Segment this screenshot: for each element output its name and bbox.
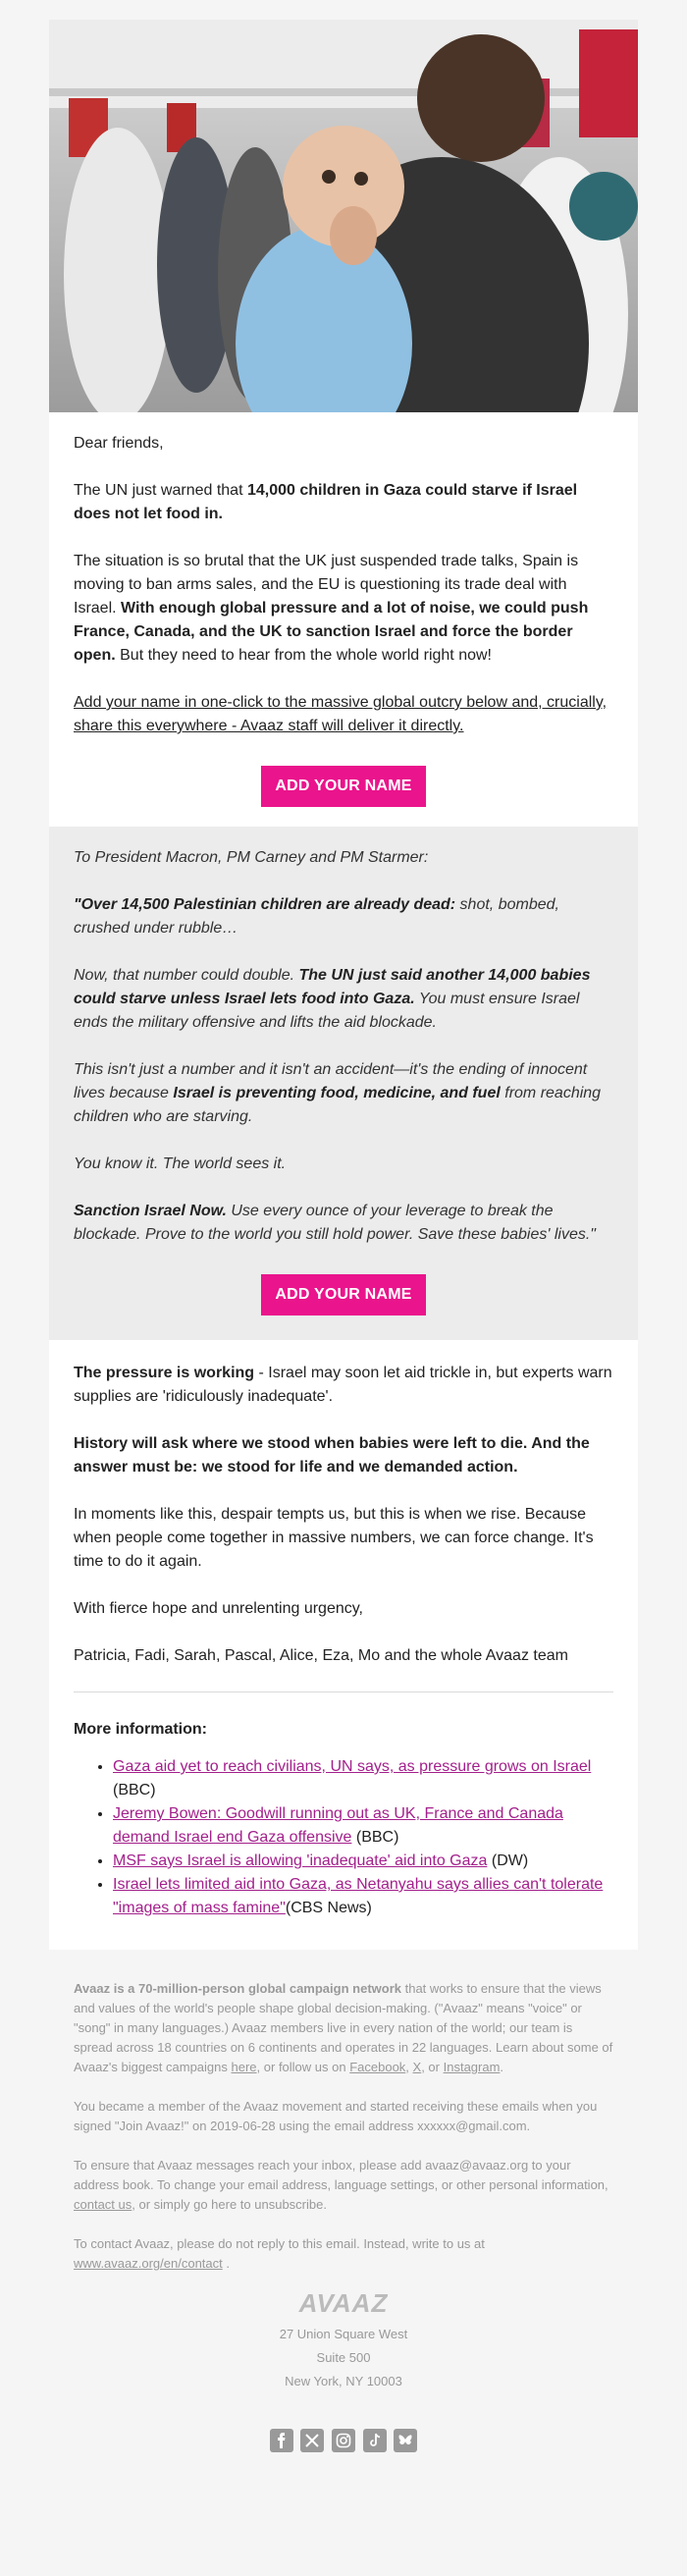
petition-paragraph-1: "Over 14,500 Palestinian children are already dead: shot, bombed, crushed under rubble… bbox=[74, 896, 559, 937]
footer-inbox: To ensure that Avaaz messages reach your inbox, please add avaaz@avaaz.org to your address book. To change your email address, language settings, or other personal information, contact us, or simply go here to unsubscribe. bbox=[74, 2158, 608, 2212]
body-section bbox=[49, 1340, 638, 1950]
intro-section bbox=[49, 412, 638, 827]
x-icon[interactable] bbox=[300, 2429, 324, 2452]
intro-paragraph-1: The UN just warned that 14,000 children in Gaza could starve if Israel does not let food in. bbox=[74, 482, 578, 522]
facebook-link[interactable]: Facebook bbox=[349, 2060, 406, 2074]
list-item: • Gaza aid yet to reach civilians, UN says, as pressure grows on Israel (BBC) bbox=[113, 1755, 613, 1802]
body-paragraph-4: With fierce hope and unrelenting urgency, bbox=[74, 1600, 363, 1617]
hero-image bbox=[49, 20, 638, 412]
facebook-icon[interactable] bbox=[270, 2429, 293, 2452]
signature: Patricia, Fadi, Sarah, Pascal, Alice, Eza, Mo and the whole Avaaz team bbox=[74, 1647, 568, 1664]
petition-salutation: To President Macron, PM Carney and PM Starmer: bbox=[74, 849, 429, 866]
x-link[interactable]: X bbox=[412, 2060, 422, 2074]
body-paragraph-3: In moments like this, despair tempts us, but this is when we rise. Because when people come together in massive numbers, we can force change. It's time to do it again. bbox=[74, 1506, 594, 1570]
reference-link[interactable]: Israel lets limited aid into Gaza, as Netanyahu says allies can't tolerate "images of mass famine" bbox=[113, 1876, 604, 1916]
footer-about: Avaaz is a 70-million-person global campaign network that works to ensure that the views and values of the world's people shape global decision-making. ("Avaaz" means "voice" or "song" in many languages.) Avaaz members live in every nation of the world; our team is spread across 18 countries on 6 continents and operates in 22 languages. Learn about some of Avaaz's biggest campaigns here, or follow us on Facebook, X, or Instagram. bbox=[74, 1981, 613, 2074]
greeting: Dear friends, bbox=[74, 435, 164, 452]
reference-link[interactable]: Gaza aid yet to reach civilians, UN says, as pressure grows on Israel bbox=[113, 1758, 592, 1775]
add-name-link[interactable]: Add your name in one-click to the massive global outcry below and, crucially, share this everywhere - Avaaz staff will deliver it directly. bbox=[74, 694, 608, 734]
petition-paragraph-3: This isn't just a number and it isn't an accident—it's the ending of innocent lives because Israel is preventing food, medicine, and fuel from reaching children who are starving. bbox=[74, 1061, 602, 1125]
body-paragraph-1: The pressure is working - Israel may soon let aid trickle in, but experts warn supplies are 'ridiculously inadequate'. bbox=[74, 1365, 612, 1405]
campaigns-link[interactable]: here bbox=[231, 2060, 257, 2074]
list-item: • Jeremy Bowen: Goodwill running out as UK, France and Canada demand Israel end Gaza offensive (BBC) bbox=[113, 1802, 613, 1850]
reference-links bbox=[74, 1755, 613, 1920]
contact-us-link[interactable]: contact us bbox=[74, 2197, 132, 2212]
footer bbox=[49, 1950, 638, 2472]
instagram-icon[interactable] bbox=[332, 2429, 355, 2452]
contact-url-link[interactable]: www.avaaz.org/en/contact bbox=[74, 2256, 223, 2271]
petition-text bbox=[49, 827, 638, 1340]
reference-link[interactable]: Jeremy Bowen: Goodwill running out as UK, France and Canada demand Israel end Gaza offensive bbox=[113, 1805, 563, 1846]
tiktok-icon[interactable] bbox=[363, 2429, 387, 2452]
add-your-name-button[interactable]: ADD YOUR NAME bbox=[261, 766, 425, 807]
email-container bbox=[49, 20, 638, 2472]
avaaz-logo: AVAAZ bbox=[298, 2288, 389, 2318]
list-item: • Israel lets limited aid into Gaza, as Netanyahu says allies can't tolerate "images of mass famine"(CBS News) bbox=[113, 1873, 613, 1920]
instagram-link[interactable]: Instagram bbox=[443, 2060, 501, 2074]
footer-membership: You became a member of the Avaaz movement and started receiving these emails when you signed "Join Avaaz!" on 2019-06-28 using the email address xxxxxx@gmail.com. bbox=[74, 2099, 598, 2133]
hero-photo-icon bbox=[49, 20, 638, 412]
list-item: • MSF says Israel is allowing 'inadequate' aid into Gaza (DW) bbox=[113, 1850, 613, 1873]
add-your-name-button-2[interactable]: ADD YOUR NAME bbox=[261, 1274, 425, 1315]
intro-paragraph-2: The situation is so brutal that the UK just suspended trade talks, Spain is moving to ban arms sales, and the EU is questioning its trade deal with Israel. With enough global pressure and a lot of noise, we could push France, Canada, and the UK to sanction Israel and force the border open. But they need to hear from the whole world right now! bbox=[74, 553, 589, 664]
body-paragraph-2: History will ask where we stood when babies were left to die. And the answer must be: we stood for life and we demanded action. bbox=[74, 1435, 590, 1476]
more-info-heading: More information: bbox=[74, 1721, 207, 1738]
divider bbox=[74, 1691, 613, 1692]
bluesky-icon[interactable] bbox=[394, 2429, 417, 2452]
reference-link[interactable]: MSF says Israel is allowing 'inadequate' aid into Gaza bbox=[113, 1852, 488, 1869]
petition-paragraph-2: Now, that number could double. The UN just said another 14,000 babies could starve unless Israel lets food into Gaza. You must ensure Israel ends the military offensive and lifts the aid blockade. bbox=[74, 967, 591, 1031]
petition-paragraph-5: Sanction Israel Now. Use every ounce of your leverage to break the blockade. Prove to the world you still hold power. Save these babies' lives." bbox=[74, 1203, 596, 1243]
social-links bbox=[74, 2429, 613, 2452]
footer-contact: To contact Avaaz, please do not reply to this email. Instead, write to us at www.avaaz.org/en/contact . bbox=[74, 2236, 485, 2271]
petition-paragraph-4: You know it. The world sees it. bbox=[74, 1155, 287, 1172]
address: 27 Union Square West Suite 500 New York, NY 10003 bbox=[279, 2327, 408, 2388]
